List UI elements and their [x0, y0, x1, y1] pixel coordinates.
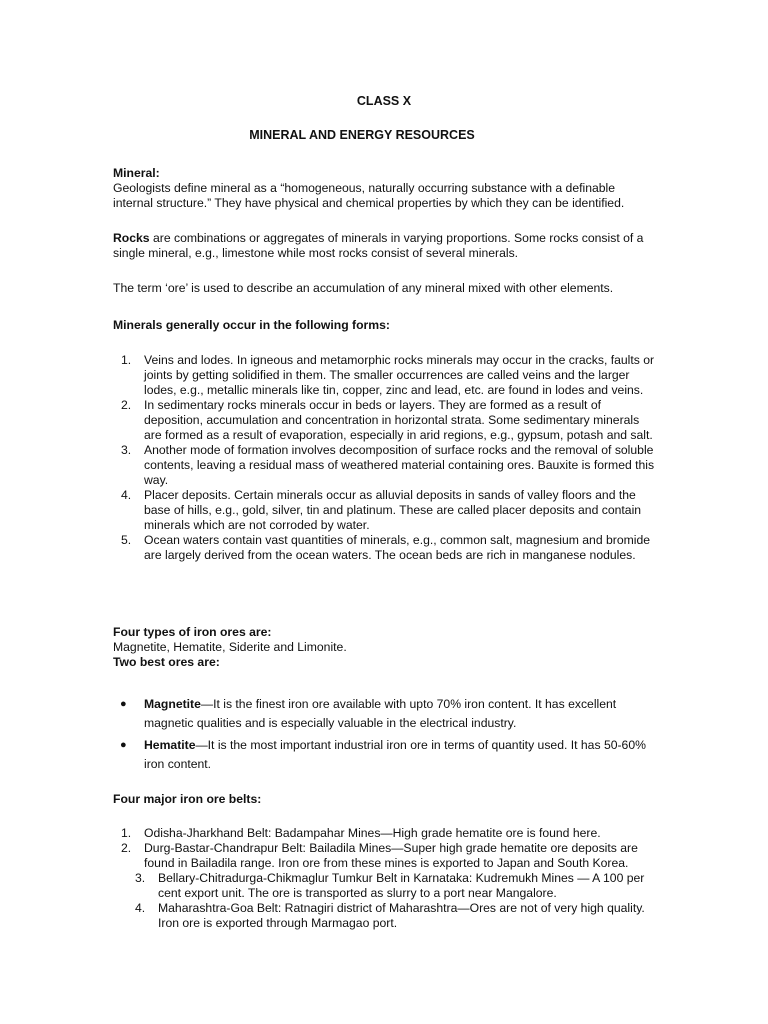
list-number: 2.: [121, 841, 132, 855]
list-number: 1.: [121, 826, 132, 840]
class-title: CLASS X: [356, 94, 412, 108]
list-number: 5.: [121, 533, 132, 547]
list-item: [113, 695, 658, 733]
mineral-section: [113, 166, 658, 211]
best-ores-heading: Two best ores are:: [113, 655, 220, 669]
forms-heading: Minerals generally occur in the following forms:: [113, 318, 390, 332]
list-item: [113, 736, 658, 774]
list-text: Bellary-Chitradurga-Chikmaglur Tumkur Belt in Karnataka: Kudremukh Mines — A 100 per cent export unit. The ore is transported as slurry to a port near Mangalore.: [158, 871, 645, 900]
list-number: 1.: [121, 353, 132, 367]
list-item: [113, 398, 658, 443]
rocks-paragraph: [113, 231, 658, 261]
mineral-definition: Geologists define mineral as a “homogeneous, naturally occurring substance with a definable internal structure.” They have physical and chemical properties by which they can be identified.: [113, 181, 625, 210]
ore-description: —It is the finest iron ore available with upto 70% iron content. It has excellent magnetic qualities and is especially valuable in the electrical industry.: [144, 697, 617, 730]
list-number: 3.: [135, 871, 146, 885]
ore-name: Hematite: [144, 738, 196, 752]
belts-heading: Four major iron ore belts:: [113, 792, 262, 806]
list-text: Ocean waters contain vast quantities of minerals, e.g., common salt, magnesium and bromide are largely derived from the ocean waters. The ocean beds are rich in manganese nodules.: [144, 533, 651, 562]
list-text: In sedimentary rocks minerals occur in beds or layers. They are formed as a result of deposition, accumulation and concentration in horizontal strata. Some sedimentary minerals are formed as a result of evaporation, especially in arid regions, e.g., gypsum, potash and salt.: [144, 398, 653, 442]
list-text: Veins and lodes. In igneous and metamorphic rocks minerals may occur in the cracks, faults or joints by getting solidified in them. The smaller occurrences are called veins and the larger lodes, e.g., metallic minerals like tin, copper, zinc and lead, etc. are found in lodes and veins.: [144, 353, 655, 397]
list-text: Placer deposits. Certain minerals occur as alluvial deposits in sands of valley floors and the base of hills, e.g., gold, silver, tin and platinum. These are called placer deposits and contain minerals which are not corroded by water.: [144, 488, 642, 532]
list-text: Odisha-Jharkhand Belt: Badampahar Mines—High grade hematite ore is found here.: [144, 826, 601, 840]
list-text: Another mode of formation involves decomposition of surface rocks and the removal of soluble contents, leaving a residual mass of weathered material containing ores. Bauxite is formed this way.: [144, 443, 655, 487]
iron-types-text: Magnetite, Hematite, Siderite and Limonite.: [113, 640, 347, 654]
rocks-term: Rocks: [113, 231, 150, 245]
iron-types-heading: Four types of iron ores are:: [113, 625, 272, 639]
list-item: [113, 488, 658, 533]
list-item: [113, 443, 658, 488]
ore-description: —It is the most important industrial iron ore in terms of quantity used. It has 50-60% iron content.: [144, 738, 646, 771]
iron-types-section: [113, 625, 658, 670]
forms-list: [113, 353, 658, 563]
list-text: Durg-Bastar-Chandrapur Belt: Bailadila Mines—Super high grade hematite ore deposits are found in Bailadila range. Iron ore from these mines is exported to Japan and South Korea.: [144, 841, 638, 870]
list-number: 3.: [121, 443, 132, 457]
list-item: [113, 353, 658, 398]
belts-list: [113, 826, 658, 931]
rocks-text: are combinations or aggregates of minerals in varying proportions. Some rocks consist of a single mineral, e.g., limestone while most rocks consist of several minerals.: [113, 231, 644, 260]
list-item: [113, 533, 658, 563]
bullet-icon: ●: [120, 739, 127, 751]
document-title: MINERAL AND ENERGY RESOURCES: [249, 128, 475, 142]
list-item: [113, 826, 658, 841]
ore-term-paragraph: The term ‘ore’ is used to describe an accumulation of any mineral mixed with other elements.: [113, 281, 614, 295]
list-number: 2.: [121, 398, 132, 412]
list-text: Maharashtra-Goa Belt: Ratnagiri district of Maharashtra—Ores are not of very high quality. Iron ore is exported through Marmagao port.: [158, 901, 645, 930]
mineral-heading: Mineral:: [113, 166, 160, 180]
list-number: 4.: [135, 901, 146, 915]
list-number: 4.: [121, 488, 132, 502]
list-item: [113, 871, 658, 901]
best-ores-list: [113, 695, 658, 777]
list-item: [113, 901, 658, 931]
list-item: [113, 841, 658, 871]
ore-name: Magnetite: [144, 697, 201, 711]
bullet-icon: ●: [120, 698, 127, 710]
